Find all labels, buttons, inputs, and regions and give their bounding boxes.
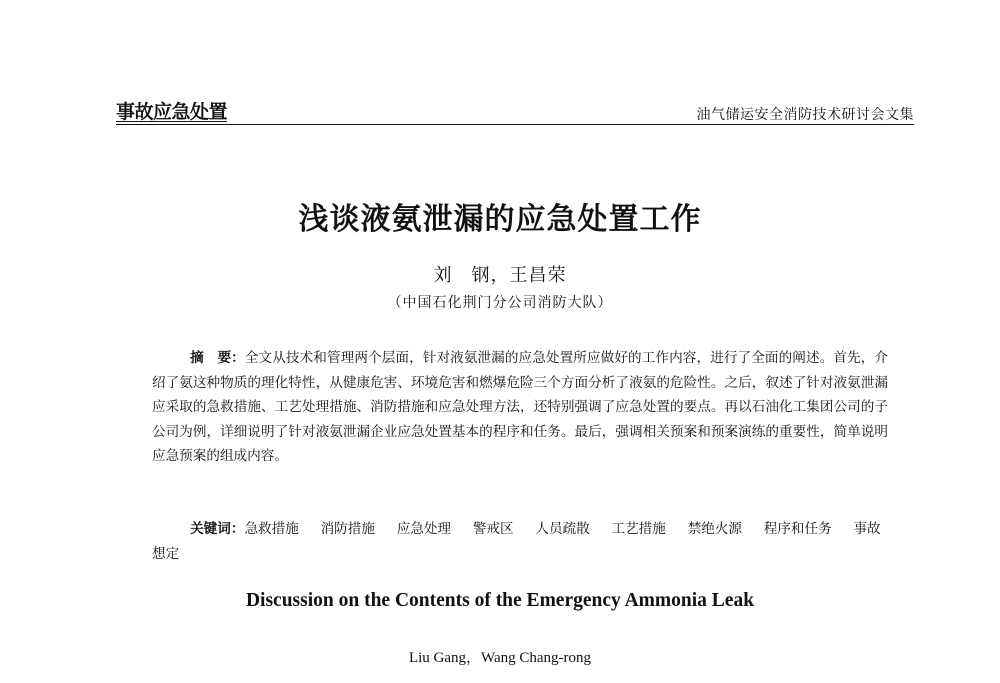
keyword: 禁绝火源 bbox=[687, 521, 742, 537]
article-authors: 刘 钢，王昌荣 bbox=[433, 265, 567, 286]
keyword: 工艺措施 bbox=[611, 521, 666, 537]
abstract-text: 全文从技术和管理两个层面，针对液氨泄漏的应急处置所应做好的工作内容，进行了全面的阐述。首先，介绍了氨这种物质的理化特性，从健康危害、环境危害和燃爆危险三个方面分析了液氨的危险性。之后，叙述了针对液氨泄漏应采取的急救措施、工艺处理措施、消防措施和应急处理方法，还特别强调了应急处置的要点。再以石油化工集团公司的子公司为例，详细说明了针对液氨泄漏企业应急处置基本的程序和任务。最后，强调相关预案和预案演练的重要性，简单说明应急预案的组成内容。 bbox=[152, 350, 889, 465]
collection-header: 油气储运安全消防技术研讨会文集 bbox=[696, 107, 914, 123]
keyword: 消防措施 bbox=[320, 521, 375, 537]
abstract-label: 摘 要： bbox=[190, 350, 245, 366]
keyword: 应急处理 bbox=[396, 521, 452, 537]
keyword: 警戒区 bbox=[472, 521, 514, 537]
article-title: 浅谈液氨泄漏的应急处置工作 bbox=[298, 202, 702, 237]
article-affiliation: （中国石化荆门分公司消防大队） bbox=[387, 295, 613, 311]
english-title: Discussion on the Contents of the Emergency Ammonia Leak bbox=[245, 590, 755, 611]
section-header: 事故应急处置 bbox=[116, 101, 228, 123]
english-authors: Liu Gang，Wang Chang-rong bbox=[408, 650, 592, 666]
header-rule bbox=[116, 124, 914, 125]
keyword: 程序和任务 bbox=[763, 521, 832, 537]
keyword: 人员疏散 bbox=[535, 521, 590, 537]
keywords-label: 关键词： bbox=[190, 521, 245, 537]
keywords bbox=[152, 517, 888, 566]
keyword: 事故想定 bbox=[152, 521, 881, 562]
abstract bbox=[152, 346, 888, 469]
keyword: 急救措施 bbox=[244, 521, 299, 537]
